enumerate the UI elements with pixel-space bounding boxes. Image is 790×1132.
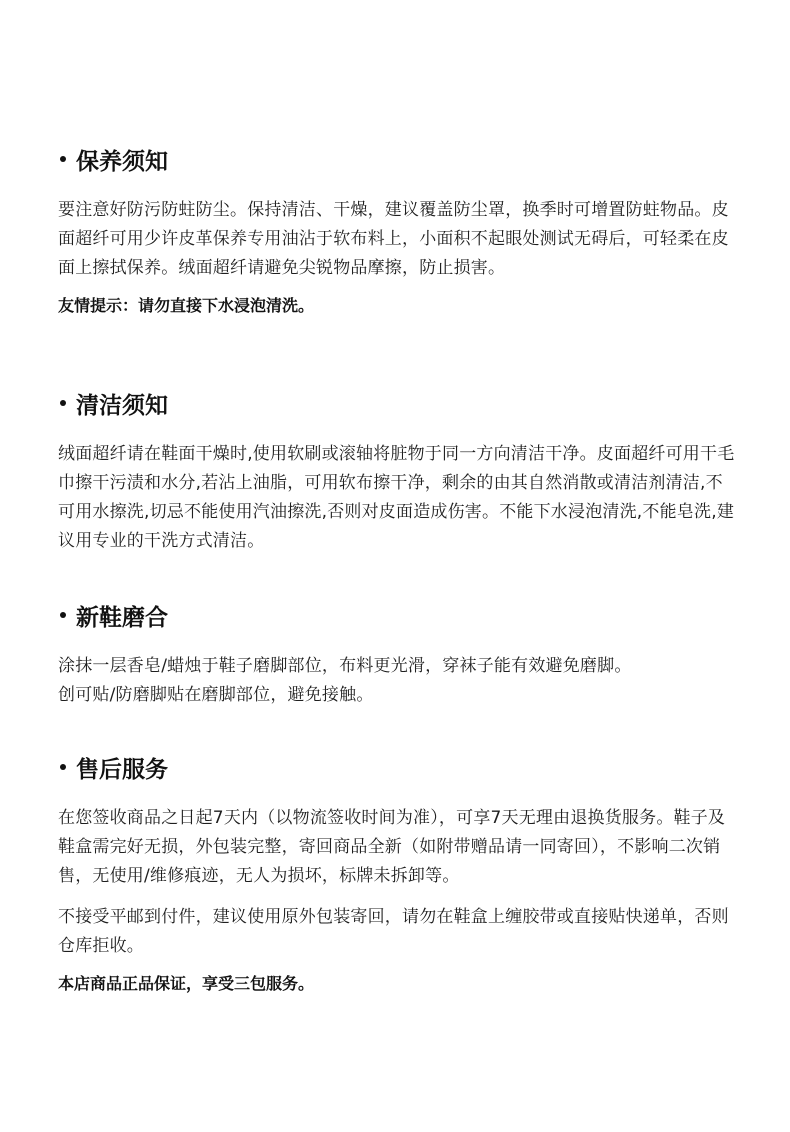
guarantee-note: 本店商品正品保证，享受三包服务。	[58, 974, 315, 993]
section-heading	[58, 598, 738, 632]
section-paragraph-secondary: 不接受平邮到付件，建议使用原外包装寄回，请勿在鞋盒上缠胶带或直接贴快递单，否则仓库拒收。	[58, 907, 729, 956]
section-paragraph: 要注意好防污防蛀防尘。保持清洁、干燥，建议覆盖防尘罩，换季时可增置防蛀物品。皮面超纤可用少许皮革保养专用油沾于软布料上，小面积不起眼处测试无碍后，可轻柔在皮面上擦拭保养。绒面超纤请避免尖锐物品摩擦，防止损害。	[58, 200, 729, 278]
section-maintenance	[58, 142, 738, 319]
tip-note: 友情提示：请勿直接下水浸泡清洗。	[58, 296, 315, 315]
section-heading	[58, 386, 738, 420]
section-break-in	[58, 598, 738, 710]
bullet-dot-icon	[60, 612, 66, 618]
section-heading	[58, 750, 738, 784]
section-title: 新鞋磨合	[76, 604, 168, 631]
bullet-dot-icon	[60, 764, 66, 770]
section-title: 售后服务	[76, 756, 168, 783]
section-heading	[58, 142, 738, 176]
section-paragraph: 涂抹一层香皂/蜡烛于鞋子磨脚部位，布料更光滑，穿袜子能有效避免磨脚。 创可贴/防磨脚贴在磨脚部位，避免接触。	[58, 656, 632, 705]
section-after-sales	[58, 750, 738, 997]
section-paragraph: 绒面超纤请在鞋面干燥时,使用软刷或滚轴将脏物于同一方向清洁干净。皮面超纤可用干毛巾擦干污渍和水分,若沾上油脂，可用软布擦干净，剩余的由其自然消散或清洁剂清洁,不可用水擦洗,切忌不能使用汽油擦洗,否则对皮面造成伤害。不能下水浸泡清洗,不能皂洗,建议用专业的干洗方式清洁。	[58, 444, 735, 551]
section-title: 清洁须知	[76, 392, 168, 419]
section-paragraph: 在您签收商品之日起7天内（以物流签收时间为准），可享7天无理由退换货服务。鞋子及鞋盒需完好无损，外包装完整，寄回商品全新（如附带赠品请一同寄回），不影响二次销售，无使用/维修痕迹，无人为损坏，标牌未拆卸等。	[58, 808, 726, 886]
section-cleaning	[58, 386, 738, 556]
bullet-dot-icon	[60, 156, 66, 162]
section-title: 保养须知	[76, 148, 168, 175]
bullet-dot-icon	[60, 400, 66, 406]
